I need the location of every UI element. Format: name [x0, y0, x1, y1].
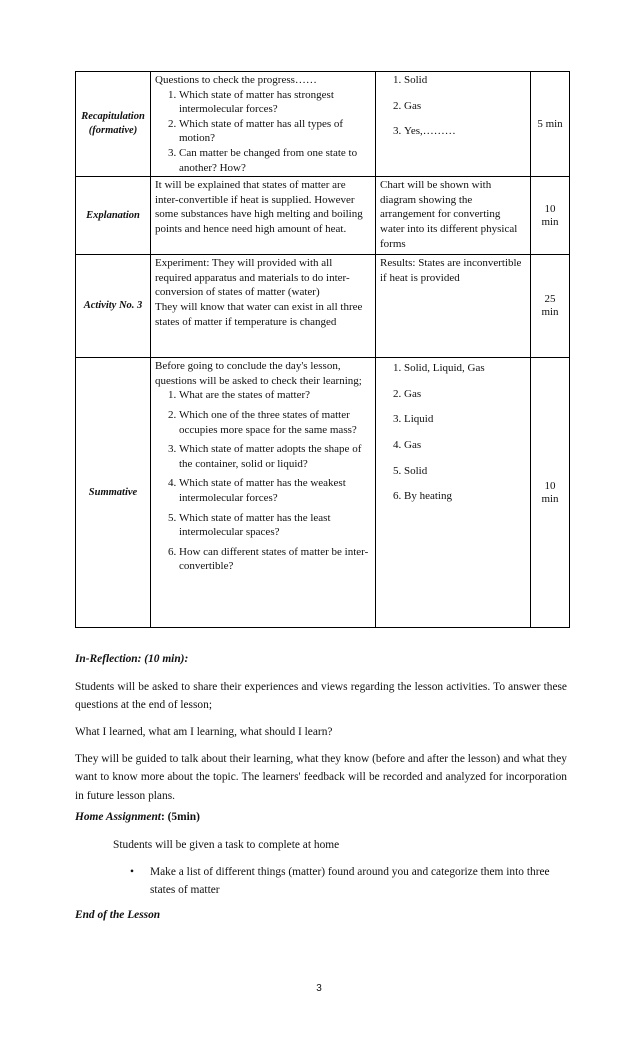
time-cell: 25 min	[531, 255, 570, 358]
list-item: 4. Gas	[404, 438, 526, 453]
reflection-paragraph-3: They will be guided to talk about their learning, what they know (before and after the lesson) and what they want to know more about the topic. The learners' feedback will be recorded and analyzed for incorporation in future lesson plans.	[75, 753, 567, 802]
time-cell: 10 min	[531, 177, 570, 255]
results-cell	[376, 72, 531, 177]
stage-cell: Recapitulation (formative)	[76, 72, 151, 177]
stage-cell: Activity No. 3	[76, 255, 151, 358]
answer-list	[380, 361, 526, 504]
results-cell: Results: States are inconvertible if heat is provided	[376, 255, 531, 358]
home-assignment-label: Home Assignment	[75, 811, 161, 823]
results-cell	[376, 358, 531, 628]
stage-cell: Explanation	[76, 177, 151, 255]
list-item: 1. Solid, Liquid, Gas	[404, 361, 526, 376]
bullet-text: Make a list of different things (matter) found around you and categorize them into three states of matter	[150, 866, 550, 897]
home-assignment-intro: Students will be given a task to complete at home	[113, 839, 340, 851]
list-item: 6. How can different states of matter be inter-convertible?	[179, 545, 371, 574]
lesson-plan-table	[75, 71, 570, 628]
list-item: 6. By heating	[404, 489, 526, 504]
list-item: 2. Which one of the three states of matter occupies more space for the same mass?	[179, 408, 371, 437]
activity-cell: It will be explained that states of matter are inter-convertible if heat is supplied. However some substances have high melting and boiling points and hence need high amount of heat.	[151, 177, 376, 255]
home-assignment-time: : (5min)	[160, 811, 200, 823]
activity-cell	[151, 255, 376, 358]
question-list	[155, 388, 371, 574]
list-item: 2. Gas	[404, 387, 526, 402]
list-item: 1. Solid	[404, 73, 526, 88]
list-item: 1. Which state of matter has strongest intermolecular forces?	[179, 88, 371, 117]
activity-cell	[151, 358, 376, 628]
question-list	[155, 88, 371, 176]
bullet-icon: •	[130, 866, 134, 878]
results-cell: Chart will be shown with diagram showing the arrangement for converting water into its different physical forms	[376, 177, 531, 255]
answer-list	[380, 73, 526, 139]
reflection-paragraph-2: What I learned, what am I learning, what should I learn?	[75, 726, 333, 738]
list-item: 3. Can matter be changed from one state to another? How?	[179, 146, 371, 175]
list-item: 3. Which state of matter adopts the shape of the container, solid or liquid?	[179, 442, 371, 471]
list-item: 3. Liquid	[404, 412, 526, 427]
activity-intro: Questions to check the progress……	[155, 74, 317, 86]
time-cell: 10 min	[531, 358, 570, 628]
time-cell: 5 min	[531, 72, 570, 177]
activity-text-2: They will know that water can exist in all three states of matter if temperature is changed	[155, 300, 363, 328]
page-number: 3	[316, 983, 322, 994]
reflection-paragraph-1: Students will be asked to share their experiences and views regarding the lesson activities. To answer these questions at the end of lesson;	[75, 681, 567, 712]
list-item: 5. Which state of matter has the least intermolecular spaces?	[179, 511, 371, 540]
activity-cell	[151, 72, 376, 177]
end-of-lesson: End of the Lesson	[75, 909, 161, 921]
reflection-heading: In-Reflection: (10 min):	[75, 653, 189, 665]
home-assignment-bullet	[130, 863, 560, 900]
list-item: 5. Solid	[404, 464, 526, 479]
list-item: 2. Which state of matter has all types of motion?	[179, 117, 371, 146]
home-assignment-heading	[75, 808, 567, 826]
table-row-recapitulation	[76, 72, 570, 177]
table-row-activity	[76, 255, 570, 358]
activity-intro: Before going to conclude the day's lesson, questions will be asked to check their learning;	[155, 360, 362, 387]
table-row-summative	[76, 358, 570, 628]
activity-text: Experiment: They will provided with all required apparatus and materials to do inter-conversion of states of matter (water)	[155, 257, 350, 299]
list-item: 1. What are the states of matter?	[179, 388, 371, 403]
table-row-explanation	[76, 177, 570, 255]
list-item: 4. Which state of matter has the weakest intermolecular forces?	[179, 476, 371, 505]
list-item: 3. Yes,………	[404, 124, 526, 139]
stage-cell: Summative	[76, 358, 151, 628]
list-item: 2. Gas	[404, 99, 526, 114]
